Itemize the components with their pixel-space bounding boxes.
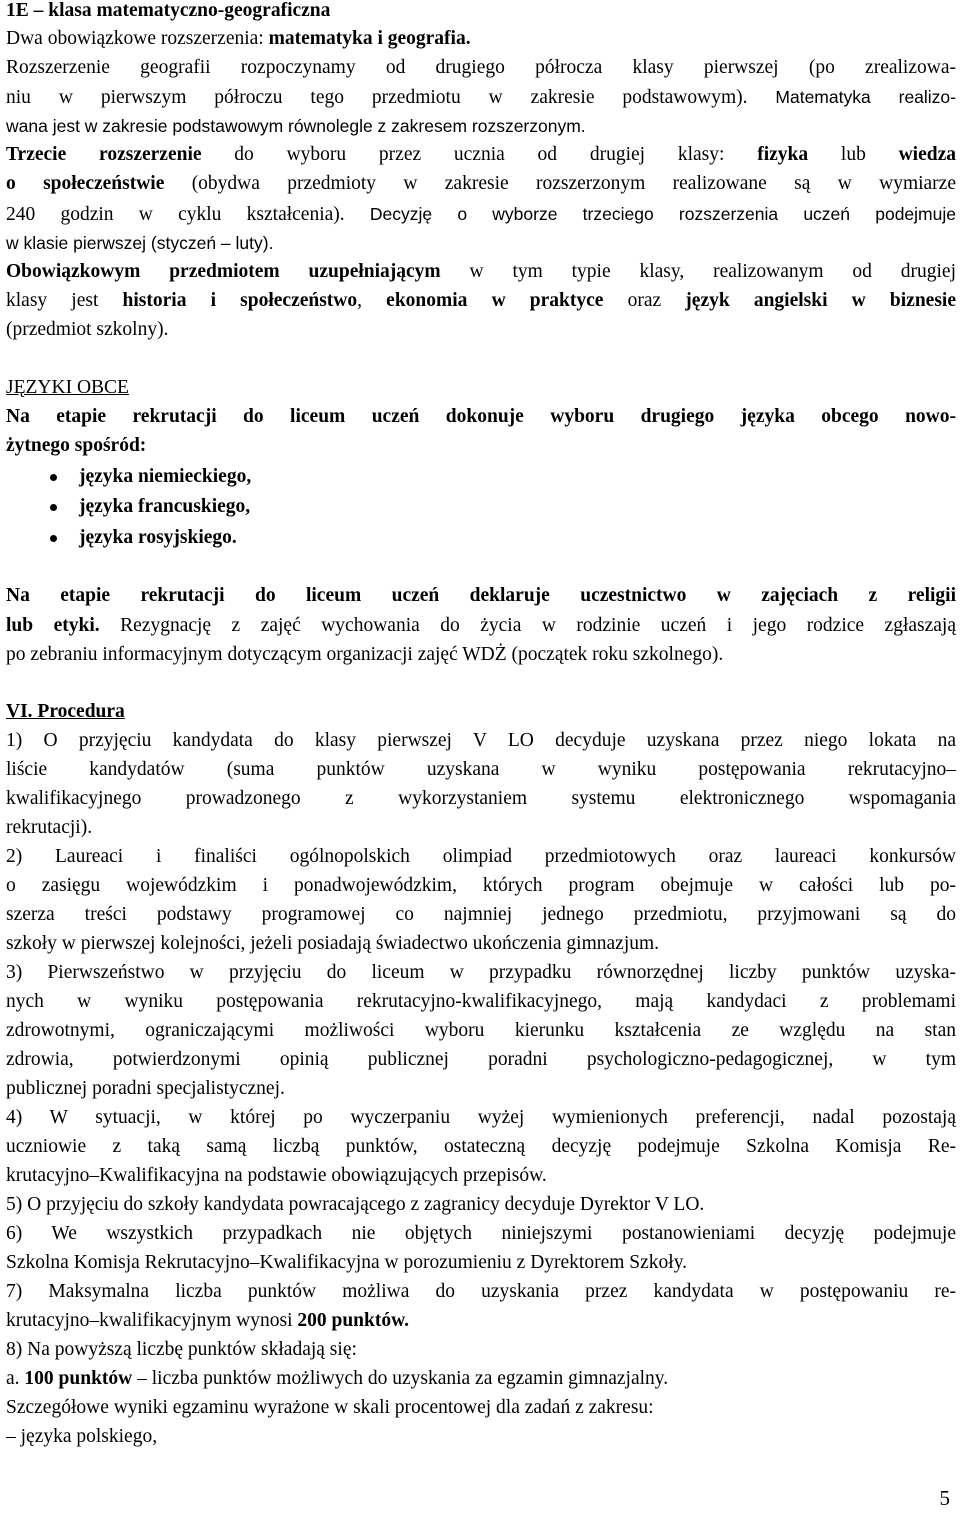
- text-segment: kwalifikacyjnego prowadzonego z wykorzystaniem systemu elektronicznego wspomagania: [6, 788, 956, 809]
- paragraph-line: [6, 1074, 956, 1104]
- paragraph-line: [6, 82, 956, 113]
- text-segment: Decyzję o wyborze trzeciego rozszerzenia uczeń podejmuje: [369, 204, 956, 224]
- paragraph-line: [6, 842, 956, 872]
- text-segment: niu w pierwszym półroczu tego przedmiotu w zakresie podstawowym).: [6, 87, 776, 108]
- paragraph-line: [6, 958, 956, 988]
- paragraph-line: [6, 1364, 956, 1394]
- text-segment: 5) O przyjęciu do szkoły kandydata powracającego z zagranicy decyduje Dyrektor V LO.: [6, 1194, 705, 1215]
- text-segment: uczniowie z taką samą liczbą punktów, ostateczną decyzję podejmuje Szkolna Komisja Re-: [6, 1136, 956, 1157]
- heading-class-1e: [6, 0, 956, 26]
- text-segment: wana jest w zakresie podstawowym równolegle z zakresem rozszerzonym.: [6, 116, 586, 136]
- paragraph-line: [6, 871, 956, 901]
- paragraph-line: [6, 402, 956, 432]
- text-segment: język angielski w biznesie: [685, 290, 956, 311]
- paragraph-line: [6, 1335, 956, 1365]
- paragraph-line: [6, 1190, 956, 1220]
- paragraph-line: [6, 900, 956, 930]
- section-heading-foreign-languages: [6, 373, 956, 403]
- text-segment: do wyboru przez ucznia od drugiej klasy:: [201, 144, 758, 165]
- text-segment: ,: [357, 290, 387, 311]
- paragraph-line: [6, 140, 956, 170]
- text-segment: języka rosyjskiego.: [79, 527, 237, 548]
- text-segment: wiedza: [898, 144, 956, 165]
- text-segment: Rozszerzenie geografii rozpoczynamy od drugiego półrocza klasy pierwszej (po zrealizowa-: [6, 57, 956, 78]
- text-segment: języka francuskiego,: [79, 496, 251, 517]
- text-segment: o zasięgu wojewódzkim i ponadwojewódzkim, których program obejmuje w całości lub po-: [6, 875, 956, 896]
- paragraph-line: [6, 228, 956, 259]
- paragraph-line: [6, 726, 956, 756]
- text-segment: po zebraniu informacyjnym dotyczącym organizacji zajęć WDŻ (początek roku szkolnego).: [6, 644, 724, 665]
- bullet-icon: [50, 504, 57, 511]
- text-segment: o społeczeństwie: [6, 173, 165, 194]
- text-segment: oraz: [603, 290, 686, 311]
- text-segment: rekrutacji).: [6, 817, 93, 838]
- paragraph-line: [6, 813, 956, 843]
- text-segment: a.: [6, 1368, 25, 1389]
- paragraph-line: [6, 784, 956, 814]
- paragraph-line: [6, 929, 956, 959]
- text-segment: 2) Laureaci i finaliści ogólnopolskich olimpiad przedmiotowych oraz laureaci konkursów: [6, 846, 956, 867]
- text-segment: lub etyki.: [6, 615, 100, 636]
- text-segment: historia i społeczeństwo: [122, 290, 358, 311]
- paragraph-line: [6, 640, 956, 670]
- text-segment: 8) Na powyższą liczbę punktów składają się:: [6, 1339, 357, 1360]
- paragraph-line: [6, 111, 956, 142]
- text-segment: Matematyka realizo-: [775, 87, 956, 107]
- text-segment: szkoły w pierwszej kolejności, jeżeli posiadają świadectwo ukończenia gimnazjum.: [6, 933, 660, 954]
- text-segment: – języka polskiego,: [6, 1426, 158, 1447]
- paragraph-line: [6, 1306, 956, 1336]
- text-segment: lub: [808, 144, 899, 165]
- paragraph-line: [6, 315, 956, 345]
- text-segment: – liczba punktów możliwych do uzyskania za egzamin gimnazjalny.: [132, 1368, 669, 1389]
- text-segment: żytnego spośród:: [6, 435, 147, 456]
- text-segment: krutacyjno–kwalifikacyjnym wynosi: [6, 1310, 298, 1331]
- list-item: [50, 523, 850, 553]
- text-segment: (przedmiot szkolny).: [6, 319, 169, 340]
- bullet-icon: [50, 474, 57, 481]
- paragraph-line: [6, 1161, 956, 1191]
- paragraph-line: [6, 1132, 956, 1162]
- paragraph-line: [6, 581, 956, 611]
- text-segment: 1E – klasa matematyczno-geograficzna: [6, 0, 331, 21]
- text-segment: Na etapie rekrutacji do liceum uczeń deklaruje uczestnictwo w zajęciach z religii: [6, 585, 956, 606]
- paragraph-line: [6, 1016, 956, 1046]
- text-segment: 1) O przyjęciu kandydata do klasy pierwszej V LO decyduje uzyskana przez niego lokata na: [6, 730, 956, 751]
- text-segment: Szczegółowe wyniki egzaminu wyrażone w skali procentowej dla zadań z zakresu:: [6, 1397, 654, 1418]
- text-segment: szerza treści podstawy programowej co najmniej jednego przedmiotu, przyjmowani są do: [6, 904, 956, 925]
- text-segment: języka niemieckiego,: [79, 466, 252, 487]
- text-segment: 240 godzin w cyklu kształcenia).: [6, 204, 370, 225]
- paragraph-line: [6, 257, 956, 287]
- paragraph-line: [6, 1045, 956, 1075]
- paragraph-line: [6, 611, 956, 641]
- paragraph-line: [6, 169, 956, 199]
- section-heading-procedure: [6, 697, 956, 727]
- text-segment: Na etapie rekrutacji do liceum uczeń dokonuje wyboru drugiego języka obcego nowo-: [6, 406, 956, 427]
- text-segment: fizyka: [757, 144, 809, 165]
- text-segment: (obydwa przedmioty w zakresie rozszerzonym realizowane są w wymiarze: [164, 173, 956, 194]
- text-segment: Rezygnację z zajęć wychowania do życia w rodzinie uczeń i jego rodzice zgłaszają: [99, 615, 956, 636]
- text-segment: 6) We wszystkich przypadkach nie objętych niniejszymi postanowieniami decyzję podejmuje: [6, 1223, 956, 1244]
- bullet-icon: [50, 535, 57, 542]
- paragraph-line: [6, 1277, 956, 1307]
- text-segment: JĘZYKI OBCE: [6, 377, 129, 398]
- text-segment: 200 punktów.: [297, 1310, 409, 1331]
- text-segment: Trzecie rozszerzenie: [6, 144, 202, 165]
- text-segment: 7) Maksymalna liczba punktów możliwa do uzyskania przez kandydata w postępowaniu re-: [6, 1281, 956, 1302]
- text-segment: VI. Procedura: [6, 701, 125, 722]
- paragraph-line: [6, 286, 956, 316]
- text-segment: zdrowia, potwierdzonymi opinią publicznej poradni psychologiczno-pedagogicznej, w tym: [6, 1049, 956, 1070]
- list-item: [50, 462, 850, 492]
- text-segment: ekonomia w praktyce: [386, 290, 604, 311]
- paragraph-line: [6, 1422, 956, 1452]
- text-segment: Dwa obowiązkowe rozszerzenia:: [6, 28, 269, 49]
- paragraph-line: [6, 987, 956, 1017]
- text-segment: zdrowotnymi, ograniczającymi możliwości wyboru kierunku kształcenia ze względu na stan: [6, 1020, 956, 1041]
- page-number: 5: [939, 1486, 950, 1510]
- text-segment: klasy jest: [6, 290, 123, 311]
- text-segment: w klasie pierwszej (styczeń – luty).: [6, 233, 274, 253]
- text-segment: publicznej poradni specjalistycznej.: [6, 1078, 285, 1099]
- paragraph-line: [6, 755, 956, 785]
- paragraph-line: [6, 1248, 956, 1278]
- text-segment: Szkolna Komisja Rekrutacyjno–Kwalifikacyjna w porozumieniu z Dyrektorem Szkoły.: [6, 1252, 688, 1273]
- paragraph-line: [6, 53, 956, 83]
- text-segment: Obowiązkowym przedmiotem uzupełniającym: [6, 261, 441, 282]
- paragraph-line: [6, 1393, 956, 1423]
- text-segment: 3) Pierwszeństwo w przyjęciu do liceum w przypadku równorzędnej liczby punktów uzyska-: [6, 962, 956, 983]
- text-segment: liście kandydatów (suma punktów uzyskana w wyniku postępowania rekrutacyjno–: [6, 759, 956, 780]
- text-segment: w tym typie klasy, realizowanym od drugiej: [440, 261, 956, 282]
- text-segment: nych w wyniku postępowania rekrutacyjno-kwalifikacyjnego, mają kandydaci z problemami: [6, 991, 956, 1012]
- text-segment: matematyka i geografia.: [268, 28, 471, 49]
- paragraph-line: [6, 1103, 956, 1133]
- paragraph-line: [6, 431, 956, 461]
- paragraph-line: [6, 24, 956, 54]
- list-item: [50, 492, 850, 522]
- text-segment: 100 punktów: [24, 1368, 133, 1389]
- paragraph-line: [6, 199, 956, 230]
- text-segment: krutacyjno–Kwalifikacyjna na podstawie obowiązujących przepisów.: [6, 1165, 547, 1186]
- paragraph-line: [6, 1219, 956, 1249]
- text-segment: 4) W sytuacji, w której po wyczerpaniu wyżej wymienionych preferencji, nadal pozostają: [6, 1107, 956, 1128]
